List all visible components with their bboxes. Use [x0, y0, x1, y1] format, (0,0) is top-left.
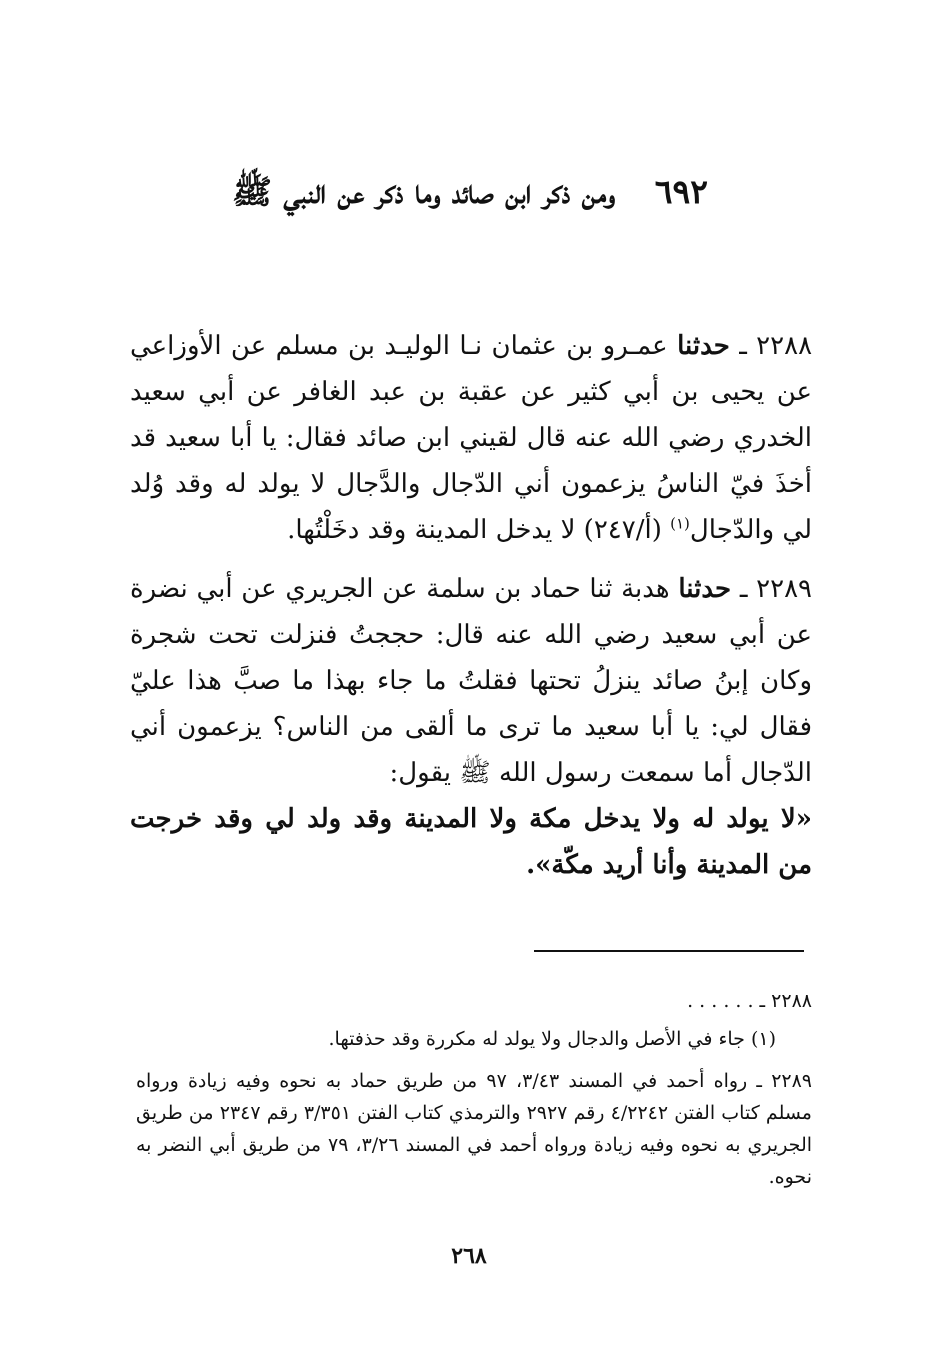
narration-verb: حدثنا [677, 331, 730, 361]
footnotes [136, 985, 812, 1203]
hadith-text-after: (أ/٢٤٧) لا يدخل المدينة وقد دخَلْتُها. [287, 515, 662, 545]
prophet-quote: «لا يولد له ولا يدخل مكة ولا المدينة وقد ولد لي وقد خرجت من المدينة وأنا أريد مكّة». [130, 804, 812, 880]
footnote-label: ٢٢٨٨ ـ . . . . . . [687, 990, 812, 1012]
footnote-divider [534, 950, 804, 952]
chapter-title: ومن ذكر ابن صائد وما ذكر عن النبي ﷺ [232, 172, 616, 211]
hadith-text: عمـرو بن عثمان نـا الوليـد بن مسلم عن الأوزاعي عن يحيى بن أبي كثير عن عقبة بن عبد الغافر عن أبي سعيد الخدري رضي الله عنه قال لقيني ابن صائد فقال: يا أبا سعيد قد أخذَ فيّ الناسُ يزعمون أني الدّجال والدَّجال لا يولد له وقد وُلد لي والدّجال [130, 331, 812, 545]
footnote-text: رواه أحمد في المسند ٣/٤٣، ٩٧ من طريق حماد به نحوه وفيه زيادة ورواه مسلم كتاب الفتن ٤/٢٢٤٢ رقم ٢٩٢٧ والترمذي كتاب الفتن ٣/٣٥١ رقم ٢٣٤٧ من طريق الجريري به نحوه وفيه زيادة ورواه أحمد في المسند ٣/٢٦، ٧٩ من طريق أبي النضر به نحوه. [136, 1070, 813, 1188]
hadith-2288 [130, 323, 812, 553]
narration-verb: حدثنا [678, 574, 732, 604]
footnote-marker: (١) [670, 514, 690, 533]
footnote-label: ٢٢٨٩ ـ [756, 1070, 813, 1092]
hadith-number: ٢٢٨٩ ـ [739, 574, 813, 604]
chapter-number: ٦٩٢ [654, 172, 708, 211]
footnote-inner-note: (١) جاء في الأصل والدجال ولا يولد له مكررة وقد حذفتها. [328, 1028, 776, 1050]
footnote-2288 [136, 985, 812, 1017]
hadith-number: ٢٢٨٨ ـ [739, 331, 813, 361]
hadith-text: هدبة ثنا حماد بن سلمة عن الجريري عن أبي نضرة عن أبي سعيد رضي الله عنه قال: حججتُ فنزلت تحت شجرة وكان إبنُ صائد ينزلُ تحتها فقلتُ ما جاء بهذا ما صبَّ هذا عليّ فقال لي: يا أبا سعيد ما ترى ما ألقى من الناس؟ يزعمون أني الدّجال أما سمعت رسول الله ﷺ يقول: [130, 574, 812, 788]
hadith-2289 [130, 566, 812, 888]
chapter-heading [130, 172, 810, 212]
footnote-2289 [136, 1065, 812, 1193]
page-number: ٢٦٨ [451, 1243, 487, 1269]
